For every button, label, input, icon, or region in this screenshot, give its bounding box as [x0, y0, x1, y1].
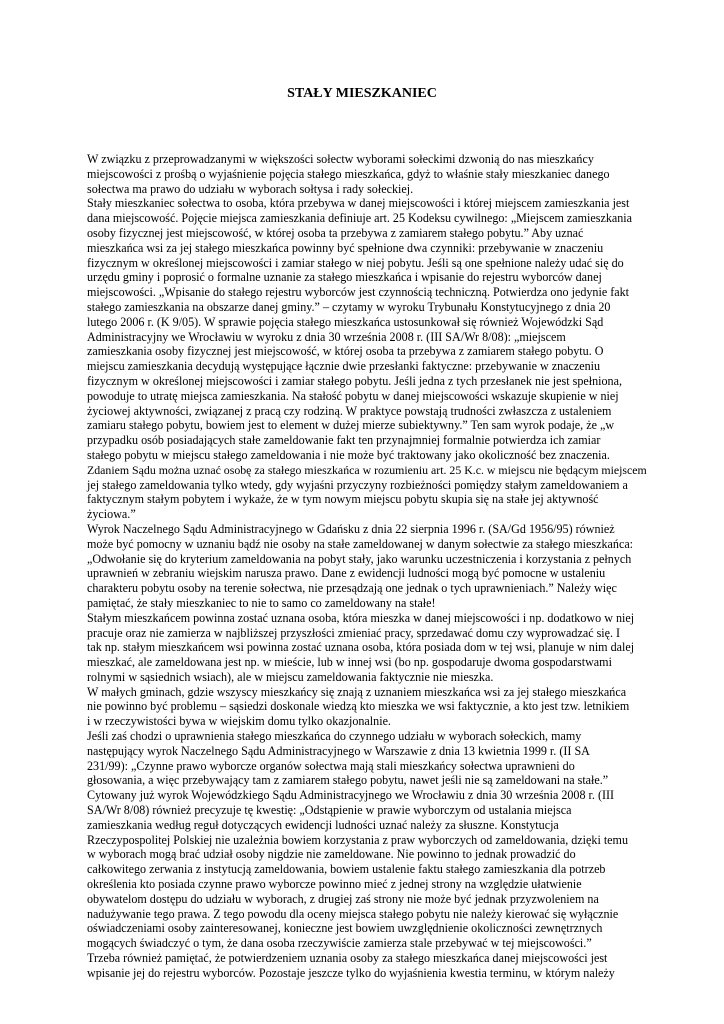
text-line: nie powinno być problemu – sąsiedzi doskonale wiedzą kto mieszka we wsi faktycznie, a kto jest tzw. letnikiem	[87, 699, 630, 714]
text-line: zamieszkania według reguł dotyczących ewidencji ludności uznać należy za słuszne. Konstytucja	[87, 817, 559, 832]
text-line: Cytowany już wyrok Wojewódzkiego Sądu Administracyjnego we Wrocławiu z dnia 30 września 2008 r. (III	[87, 788, 615, 803]
text-line: rolnymi w sąsiednich wsiach), ale w miejscu zameldowania faktycznie nie mieszka.	[87, 669, 494, 684]
text-line: SA/Wr 8/08) również precyzuje tę kwestię: „Odstąpienie w prawie wyborczym od ustalania miejsca	[87, 803, 572, 818]
text-line: Stały mieszkaniec sołectwa to osoba, która przebywa w danej miejscowości i której miejscem zamieszkania jest	[87, 196, 630, 211]
text-line: tak np. stałym mieszkańcem wsi powinna zostać uznana osoba, która posiada dom w tej wsi, planuje w nim dalej	[87, 640, 635, 655]
text-line: całkowitego zerwania z instytucją zameldowania, bowiem ustalenie faktu stałego zamieszkania dla potrzeb	[87, 862, 606, 877]
text-line: Wyrok Naczelnego Sądu Administracyjnego w Gdańsku z dnia 22 sierpnia 1996 r. (SA/Gd 1956/95) również	[87, 521, 615, 536]
text-line: sołectwa ma prawo do udziału w wyborach sołtysa i rady sołeckiej.	[87, 181, 414, 196]
document-title: STAŁY MIESZKANIEC	[287, 86, 437, 101]
text-line: Zdaniem Sądu można uznać osobę za stałego mieszkańca w rozumieniu art. 25 K.c. w miejscu nie będącym miejscem	[87, 462, 647, 477]
text-line: Stałym mieszkańcem powinna zostać uznana osoba, która mieszka w danej miejscowości i np. dodatkowo w niej	[87, 610, 635, 625]
text-line: mieszkać, ale zameldowana jest np. w mieście, lub w innej wsi (bo np. gospodaruje dwoma gospodarstwami	[87, 655, 612, 670]
text-line: stałego zamieszkania na obszarze danej gminy.” – czytamy w wyroku Trybunału Konstytucyjnego z dnia 20	[87, 299, 611, 314]
text-line: urzędu gminy i poprosić o formalne uznanie za stałego mieszkańca i wpisanie do rejestru wyborców danej	[87, 270, 602, 285]
text-line: Rzeczypospolitej Polskiej nie uzależnia bowiem korzystania z praw wyborczych od zameldowania, dzięki temu	[87, 832, 629, 847]
text-line: W małych gminach, gdzie wszyscy mieszkańcy się znają z uznaniem mieszkańca wsi za jej stałego mieszkańca	[87, 684, 627, 699]
text-line: W związku z przeprowadzanymi w większości sołectw wyborami sołeckimi dzwonią do nas mieszkańcy	[87, 152, 594, 166]
text-line: głosowania, a więc przebywający tam z zamiarem stałego pobytu, nawet jeśli nie są zameldowani na stałe.”	[87, 773, 609, 788]
text-line: miejscowości z prośbą o wyjaśnienie pojęcia stałego mieszkańca, gdyż to właśnie stały mieszkaniec danego	[87, 166, 610, 181]
text-line: i w rzeczywistości bywa w wiejskim domu tylko okazjonalnie.	[87, 714, 391, 729]
text-line: Trzeba również pamiętać, że potwierdzeniem uznania osoby za stałego mieszkańca danej miejscowości jest	[87, 951, 608, 966]
text-line: miejscu zamieszkania decydują występujące łącznie dwie przesłanki faktyczne: przebywanie w znaczeniu	[87, 359, 601, 374]
text-line: jej stałego zameldowania tylko wtedy, gdy wyjaśni przyczyny rozbieżności pomiędzy stałym zameldowaniem a	[87, 477, 628, 492]
text-line: charakteru pobytu osoby na terenie sołectwa, nie przesądzają one jednak o tych uprawnieniach.” Należy więc	[87, 581, 617, 596]
text-line: dana miejscowość. Pojęcie miejsca zamieszkania definiuje art. 25 Kodeksu cywilnego: „Miejscem zamieszkania	[87, 211, 633, 226]
text-line: Administracyjny we Wrocławiu w wyroku z dnia 30 września 2008 r. (III SA/Wr 8/08): „miejscem	[87, 329, 566, 344]
text-line: w wyborach mogą brać udział osoby nigdzie nie zameldowane. Nie powinno to jednak prowadzić do	[87, 847, 576, 862]
text-line: miejscowości. „Wpisanie do stałego rejestru wyborców jest czynnością techniczną. Potwierdza ono jedynie fakt	[87, 285, 630, 300]
text-line: 231/99): „Czynne prawo wyborcze organów sołectwa mają stali mieszkańcy sołectwa uprawnieni do	[87, 758, 575, 773]
text-line: nadużywanie tego prawa. Z tego powodu dla oceny miejsca stałego pobytu nie należy kierować się wyłącznie	[87, 906, 619, 921]
text-line: fizycznym w określonej miejscowości i zamiar stałego w niej pobytu. Jeśli są one spełnione należy udać się do	[87, 255, 624, 270]
text-line: przypadku osób posiadających stałe zameldowanie fakt ten przynajmniej formalnie potwierdza ich zamiar	[87, 433, 601, 448]
text-line: pamiętać, że stały mieszkaniec to nie to samo co zameldowany na stałe!	[87, 595, 436, 610]
text-line: fizycznym w określonej miejscowości i zamiar stałego pobytu. Jeśli jedna z tych przesłanek nie jest spełniona,	[87, 373, 622, 388]
text-line: oświadczeniami osoby zainteresowanej, konieczne jest bowiem uwzględnienie okoliczności zewnętrznych	[87, 921, 603, 936]
text-line: Jeśli zaś chodzi o uprawnienia stałego mieszkańca do czynnego udziału w wyborach sołeckich, mamy	[87, 729, 582, 744]
text-line: mogących świadczyć o tym, że dana osoba rzeczywiście zamierza stale przebywać w tej miejscowości.”	[87, 936, 592, 951]
text-line: wpisanie jej do rejestru wyborców. Pozostaje jeszcze tylko do wyjaśnienia kwestia terminu, w którym należy	[87, 965, 615, 980]
text-line: życiowej aktywności, związanej z pracą czy rodziną. W praktyce powstają trudności zwłaszcza z ustaleniem	[87, 403, 612, 418]
document-body	[87, 152, 647, 981]
text-line: mieszkańca wsi za jej stałego mieszkańca powinny być spełnione dwa czynniki: przebywanie w znaczeniu	[87, 240, 604, 255]
text-line: życiowa.”	[87, 507, 136, 522]
text-line: może być pomocny w uznaniu bądź nie osoby na stałe zameldowanej w danym sołectwie za stałego mieszkańca:	[87, 536, 634, 551]
text-line: osoby fizycznej jest miejscowość, w której osoba ta przebywa z zamiarem stałego pobytu.” Aby uznać	[87, 225, 584, 240]
text-line: powoduje to utratę miejsca zamieszkania. Na stałość pobytu w danej miejscowości wskazuje skupienie w niej	[87, 388, 619, 403]
text-line: lutego 2006 r. (K 9/05). W sprawie pojęcia stałego mieszkańca ustosunkował się również Wojewódzki Sąd	[87, 314, 604, 329]
text-line: określenia kto posiada czynne prawo wyborcze powinno mieć z jednej strony na względzie ułatwienie	[87, 877, 582, 892]
text-line: uprawnień w zebraniu wiejskim narusza prawo. Dane z ewidencji ludności mogą być pomocne w ustaleniu	[87, 566, 606, 581]
text-line: zamieszkania osoby fizycznej jest miejscowość, w której osoba ta przebywa z zamiarem stałego pobytu. O	[87, 344, 604, 359]
text-line: zamiaru stałego pobytu, bowiem jest to element w dużej mierze subiektywny.” Ten sam wyrok podaje, że „w	[87, 418, 615, 433]
text-line: faktycznym stałym pobytem i wykaże, że w tym nowym miejscu pobytu skupia się na stałe jej aktywność	[87, 492, 599, 507]
text-line: następujący wyrok Naczelnego Sądu Administracyjnego w Warszawie z dnia 13 kwietnia 1999 r. (II SA	[87, 743, 590, 758]
text-line: „Odwołanie się do kryterium zameldowania na pobyt stały, jako warunku uczestniczenia i korzystania z pełnych	[87, 551, 632, 566]
text-line: pracuje oraz nie zamierza w najbliższej przyszłości zmieniać pracy, sprzedawać domu czy wyprowadzać się. I	[87, 625, 621, 640]
text-line: stałego pobytu w miejscu stałego zameldowania i nie może być traktowany jako okoliczność bez znaczenia.	[87, 447, 610, 462]
text-line: obywatelom dostępu do udziału w wyborach, z drugiej zaś strony nie może być jednak przyzwoleniem na	[87, 891, 599, 906]
